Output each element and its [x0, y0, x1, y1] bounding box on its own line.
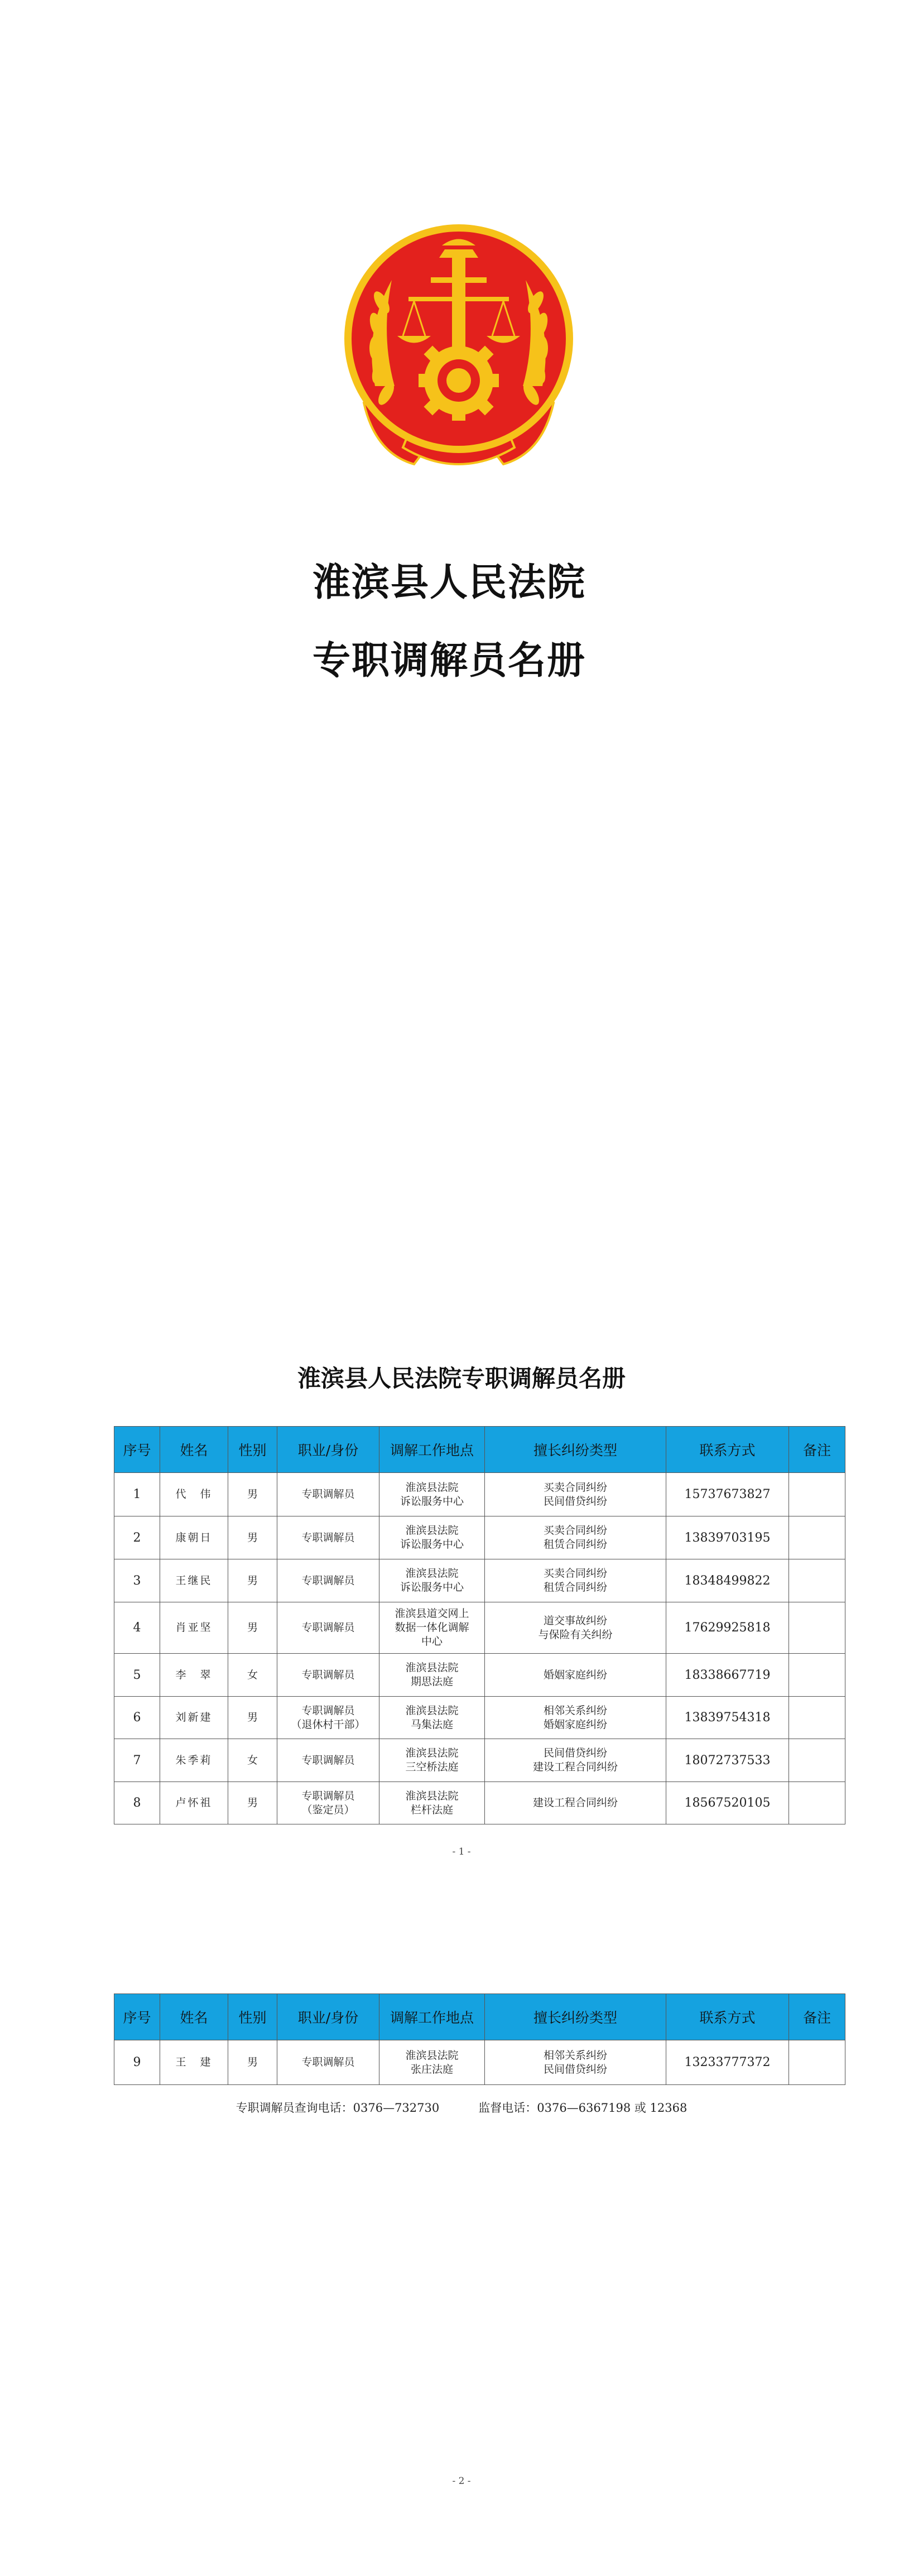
cell-name: 肖亚坚 — [160, 1602, 228, 1654]
cell-place-line: 期思法庭 — [410, 1675, 453, 1688]
cell-role-line: （退休村干部） — [291, 1718, 366, 1731]
cell-place — [379, 1697, 485, 1739]
header-place: 调解工作地点 — [379, 1994, 485, 2040]
cell-place-line: 张庄法庭 — [410, 2063, 453, 2076]
table-row — [114, 1654, 845, 1697]
cell-gender: 男 — [228, 2040, 277, 2085]
cell-role-line: 专职调解员 — [301, 2056, 355, 2068]
cell-dispute-types-line: 建设工程合同纠纷 — [532, 1797, 618, 1809]
cell-role — [277, 1654, 379, 1697]
cell-name: 卢怀祖 — [160, 1782, 228, 1824]
cell-phone: 13233777372 — [666, 2040, 789, 2085]
cell-place — [379, 1654, 485, 1697]
header-name: 姓名 — [160, 1994, 228, 2040]
cell-phone: 13839754318 — [666, 1697, 789, 1739]
cell-role — [277, 1739, 379, 1782]
cell-phone: 17629925818 — [666, 1602, 789, 1654]
cell-index: 8 — [114, 1782, 160, 1824]
cell-place-line: 诉讼服务中心 — [400, 1581, 464, 1593]
cell-gender: 男 — [228, 1516, 277, 1559]
cell-phone: 18348499822 — [666, 1559, 789, 1602]
cell-index: 7 — [114, 1739, 160, 1782]
cell-dispute-types-line: 买卖合同纠纷 — [543, 1567, 607, 1580]
cell-role — [277, 1602, 379, 1654]
cell-place-line: 数据一体化调解 — [395, 1621, 469, 1634]
cell-dispute-types — [485, 1654, 666, 1697]
cell-phone: 15737673827 — [666, 1473, 789, 1516]
inquiry-phone-text: 专职调解员查询电话：0376—732730 — [235, 2101, 440, 2115]
header-note: 备注 — [789, 1994, 845, 2040]
page-number: - 2 - — [452, 2476, 471, 2487]
cell-dispute-types — [485, 1602, 666, 1654]
cell-role-line: 专职调解员 — [301, 1754, 355, 1766]
header-dispute-types: 擅长纠纷类型 — [485, 1427, 666, 1473]
cell-name: 王 建 — [160, 2040, 228, 2085]
cell-note — [789, 2040, 845, 2085]
table-row — [114, 1602, 845, 1654]
cell-role — [277, 1697, 379, 1739]
cell-phone: 13839703195 — [666, 1516, 789, 1559]
cell-dispute-types-line: 买卖合同纠纷 — [543, 1524, 607, 1537]
header-index: 序号 — [114, 1994, 160, 2040]
cell-place — [379, 1739, 485, 1782]
header-place: 调解工作地点 — [379, 1427, 485, 1473]
cell-role-line: 专职调解员 — [301, 1488, 355, 1500]
cell-name: 康朝日 — [160, 1516, 228, 1559]
cell-note — [789, 1602, 845, 1654]
cell-note — [789, 1559, 845, 1602]
cell-dispute-types-line: 买卖合同纠纷 — [543, 1481, 607, 1494]
cell-dispute-types-line: 相邻关系纠纷 — [543, 2049, 607, 2062]
table-row — [114, 1473, 845, 1516]
cell-place-line: 马集法庭 — [410, 1718, 453, 1731]
cell-gender: 女 — [228, 1739, 277, 1782]
cover-title-line1: 淮滨县人民法院 — [313, 561, 587, 605]
table-header-row — [114, 1994, 845, 2040]
cell-place — [379, 1516, 485, 1559]
cell-dispute-types — [485, 1559, 666, 1602]
cell-place — [379, 1602, 485, 1654]
cell-name: 王继民 — [160, 1559, 228, 1602]
cell-role — [277, 1559, 379, 1602]
header-gender: 性别 — [228, 1427, 277, 1473]
cell-index: 2 — [114, 1516, 160, 1559]
cell-dispute-types-line: 民间借贷纠纷 — [543, 2063, 607, 2076]
cell-name: 李 翠 — [160, 1654, 228, 1697]
cell-place-line: 诉讼服务中心 — [400, 1495, 464, 1508]
cell-dispute-types-line: 租赁合同纠纷 — [543, 1581, 607, 1593]
document-title: 淮滨县人民法院专职调解员名册 — [297, 1365, 626, 1392]
table-row — [114, 1559, 845, 1602]
cell-dispute-types — [485, 1516, 666, 1559]
cell-place-line: 三空桥法庭 — [405, 1761, 459, 1773]
cell-gender: 男 — [228, 1602, 277, 1654]
cell-dispute-types-line: 建设工程合同纠纷 — [532, 1761, 618, 1773]
cell-gender: 男 — [228, 1473, 277, 1516]
supervision-phone-text: 监督电话：0376—6367198 或 12368 — [478, 2101, 688, 2115]
header-gender: 性别 — [228, 1994, 277, 2040]
cell-role — [277, 1473, 379, 1516]
cell-dispute-types-line: 相邻关系纠纷 — [543, 1704, 607, 1717]
header-name: 姓名 — [160, 1427, 228, 1473]
cell-place-line: 诉讼服务中心 — [400, 1538, 464, 1551]
cell-place-line: 淮滨县法院 — [405, 1567, 459, 1580]
cover-title-line2: 专职调解员名册 — [313, 639, 587, 683]
table-row — [114, 1782, 845, 1824]
cell-gender: 男 — [228, 1782, 277, 1824]
cell-dispute-types — [485, 1739, 666, 1782]
cell-note — [789, 1739, 845, 1782]
cell-name: 刘新建 — [160, 1697, 228, 1739]
cell-place-line: 淮滨县法院 — [405, 1704, 459, 1717]
cell-place — [379, 2040, 485, 2085]
header-index: 序号 — [114, 1427, 160, 1473]
cell-dispute-types — [485, 1697, 666, 1739]
cell-place-line: 淮滨县法院 — [405, 1662, 459, 1674]
cell-index: 3 — [114, 1559, 160, 1602]
cell-role — [277, 1782, 379, 1824]
cell-place — [379, 1473, 485, 1516]
cell-place-line: 栏杆法庭 — [410, 1803, 453, 1816]
cell-role-line: 专职调解员 — [301, 1574, 355, 1587]
cell-dispute-types-line: 婚姻家庭纠纷 — [543, 1668, 607, 1681]
cell-dispute-types — [485, 2040, 666, 2085]
table-header-row — [114, 1427, 845, 1473]
cell-role-line: 专职调解员 — [301, 1668, 355, 1681]
cell-gender: 女 — [228, 1654, 277, 1697]
cell-place-line: 淮滨县法院 — [405, 2049, 459, 2062]
cell-role — [277, 2040, 379, 2085]
cell-note — [789, 1473, 845, 1516]
cell-dispute-types-line: 与保险有关纠纷 — [538, 1628, 613, 1641]
cell-dispute-types — [485, 1782, 666, 1824]
cell-place-line: 淮滨县道交网上 — [395, 1607, 469, 1620]
cell-phone: 18338667719 — [666, 1654, 789, 1697]
court-emblem-icon — [342, 219, 576, 475]
cell-note — [789, 1654, 845, 1697]
cell-dispute-types-line: 民间借贷纠纷 — [543, 1495, 607, 1508]
cell-name: 朱季莉 — [160, 1739, 228, 1782]
cell-gender: 男 — [228, 1697, 277, 1739]
cell-dispute-types-line: 道交事故纠纷 — [543, 1614, 607, 1627]
cell-place-line: 淮滨县法院 — [405, 1789, 459, 1802]
cell-place-line: 淮滨县法院 — [405, 1747, 459, 1759]
cell-gender: 男 — [228, 1559, 277, 1602]
cell-index: 5 — [114, 1654, 160, 1697]
cell-dispute-types-line: 租赁合同纠纷 — [543, 1538, 607, 1551]
cell-name: 代 伟 — [160, 1473, 228, 1516]
cell-index: 9 — [114, 2040, 160, 2085]
header-role: 职业/身份 — [277, 1427, 379, 1473]
table-row — [114, 1739, 845, 1782]
cell-role-line: 专职调解员 — [301, 1621, 355, 1634]
cell-note — [789, 1516, 845, 1559]
table-row — [114, 1697, 845, 1739]
header-role: 职业/身份 — [277, 1994, 379, 2040]
cell-place — [379, 1559, 485, 1602]
page-number: - 1 - — [452, 1846, 471, 1857]
cell-role-line: 专职调解员 — [301, 1789, 355, 1802]
header-note: 备注 — [789, 1427, 845, 1473]
footer-contact-info — [0, 2099, 923, 2116]
cell-dispute-types — [485, 1473, 666, 1516]
cell-dispute-types-line: 婚姻家庭纠纷 — [543, 1718, 607, 1731]
cell-index: 1 — [114, 1473, 160, 1516]
cell-phone: 18072737533 — [666, 1739, 789, 1782]
header-dispute-types: 擅长纠纷类型 — [485, 1994, 666, 2040]
cell-note — [789, 1782, 845, 1824]
cell-place-line: 淮滨县法院 — [405, 1481, 459, 1494]
cell-place — [379, 1782, 485, 1824]
cell-phone: 18567520105 — [666, 1782, 789, 1824]
header-contact: 联系方式 — [666, 1427, 789, 1473]
cell-role-line: 专职调解员 — [301, 1531, 355, 1544]
cell-index: 6 — [114, 1697, 160, 1739]
mediator-table — [114, 1426, 845, 1824]
cell-note — [789, 1697, 845, 1739]
mediator-table-continued — [114, 1994, 845, 2085]
header-contact: 联系方式 — [666, 1994, 789, 2040]
cell-role — [277, 1516, 379, 1559]
cell-dispute-types-line: 民间借贷纠纷 — [543, 1747, 607, 1759]
table-row — [114, 1516, 845, 1559]
cell-role-line: （鉴定员） — [301, 1803, 355, 1816]
cell-index: 4 — [114, 1602, 160, 1654]
cell-role-line: 专职调解员 — [301, 1704, 355, 1717]
cell-place-line: 中心 — [421, 1635, 443, 1648]
table-row — [114, 2040, 845, 2085]
cell-place-line: 淮滨县法院 — [405, 1524, 459, 1537]
